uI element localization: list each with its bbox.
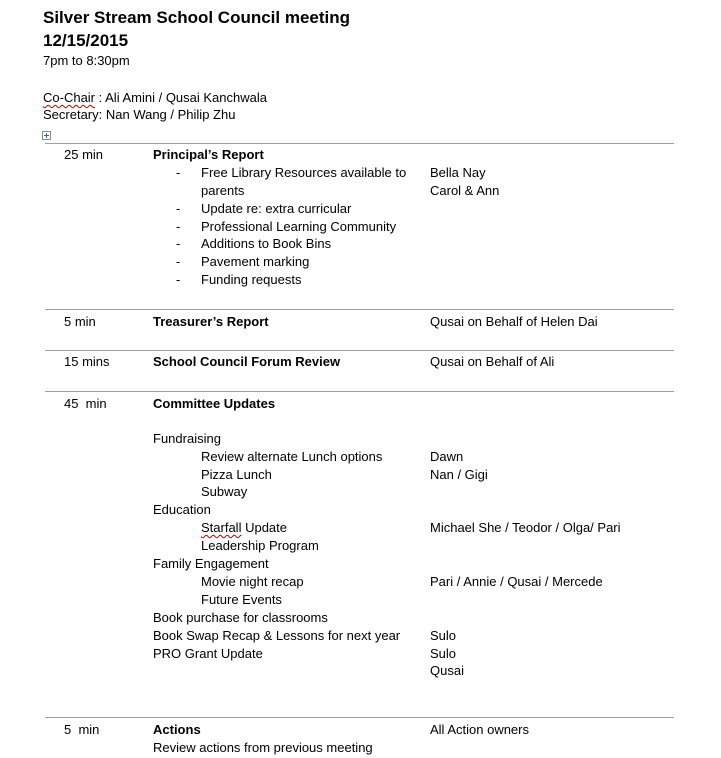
sub-item: Subway	[201, 484, 248, 499]
sub-item	[201, 519, 287, 537]
bullet-item: Funding requests	[201, 272, 302, 287]
owner-cell: Sulo	[430, 646, 457, 661]
bullet-item: Free Library Resources available to	[201, 165, 407, 180]
bullet-item: Additions to Book Bins	[201, 236, 332, 251]
bullet-item: parents	[201, 183, 245, 198]
item-detail: Review actions from previous meeting	[153, 740, 373, 755]
item-title: School Council Forum Review	[153, 354, 341, 369]
table-rule	[45, 143, 674, 144]
secretary-line: Secretary: Nan Wang / Philip Zhu	[43, 107, 236, 122]
table-rule	[45, 391, 674, 392]
duration-cell: 5 min	[64, 722, 100, 737]
item-title: Treasurer’s Report	[153, 314, 269, 329]
table-move-handle-icon[interactable]	[42, 131, 51, 140]
cochair-label: Co-Chair	[43, 90, 96, 105]
owner-cell: Michael She / Teodor / Olga/ Pari	[430, 520, 621, 535]
sub-item: Movie night recap	[201, 574, 304, 589]
item-title: Committee Updates	[153, 396, 276, 411]
meeting-date: 12/15/2015	[43, 31, 129, 50]
bullet-dash: -	[176, 236, 181, 251]
meeting-time: 7pm to 8:30pm	[43, 53, 130, 68]
owner-cell: Dawn	[430, 449, 464, 464]
duration-cell: 25 min	[64, 147, 104, 162]
cochair-names: : Ali Amini / Qusai Kanchwala	[95, 90, 267, 105]
bullet-dash: -	[176, 254, 181, 269]
duration-cell: 5 min	[64, 314, 96, 329]
duration-cell: 15 mins	[64, 354, 110, 369]
table-rule	[45, 309, 674, 310]
table-rule	[45, 350, 674, 351]
bullet-dash: -	[176, 165, 181, 180]
table-rule	[45, 717, 674, 718]
subsection-pro-grant: PRO Grant Update	[153, 646, 263, 661]
bullet-dash: -	[176, 272, 181, 287]
subsection-book-purchase: Book purchase for classrooms	[153, 610, 328, 625]
sub-item-rest: Update	[241, 520, 288, 535]
subsection-education: Education	[153, 502, 211, 517]
owner-cell: All Action owners	[430, 722, 529, 737]
sub-item: Pizza Lunch	[201, 467, 272, 482]
subsection-fundraising: Fundraising	[153, 431, 221, 446]
owner-cell: Nan / Gigi	[430, 467, 488, 482]
duration-cell: 45 min	[64, 396, 107, 411]
owner-cell: Pari / Annie / Qusai / Mercede	[430, 574, 603, 589]
owner-cell: Sulo	[430, 628, 457, 643]
owner-cell: Qusai on Behalf of Ali	[430, 354, 555, 369]
owner-cell: Qusai on Behalf of Helen Dai	[430, 314, 598, 329]
subsection-book-swap: Book Swap Recap & Lessons for next year	[153, 628, 401, 643]
cochair-line	[43, 90, 267, 106]
meeting-title: Silver Stream School Council meeting	[43, 8, 351, 27]
sub-item: Leadership Program	[201, 538, 319, 553]
bullet-dash: -	[176, 219, 181, 234]
item-title: Actions	[153, 722, 201, 737]
owner-cell: Qusai	[430, 663, 464, 678]
subsection-family: Family Engagement	[153, 556, 269, 571]
bullet-dash: -	[176, 201, 181, 216]
bullet-item: Pavement marking	[201, 254, 310, 269]
bullet-item: Update re: extra curricular	[201, 201, 352, 216]
item-title: Principal’s Report	[153, 147, 264, 162]
bullet-item: Professional Learning Community	[201, 219, 397, 234]
sub-item: Review alternate Lunch options	[201, 449, 383, 464]
sub-item: Future Events	[201, 592, 282, 607]
owner-cell: Carol & Ann	[430, 183, 500, 198]
owner-cell: Bella Nay	[430, 165, 486, 180]
spellcheck-word: Starfall	[201, 520, 242, 535]
